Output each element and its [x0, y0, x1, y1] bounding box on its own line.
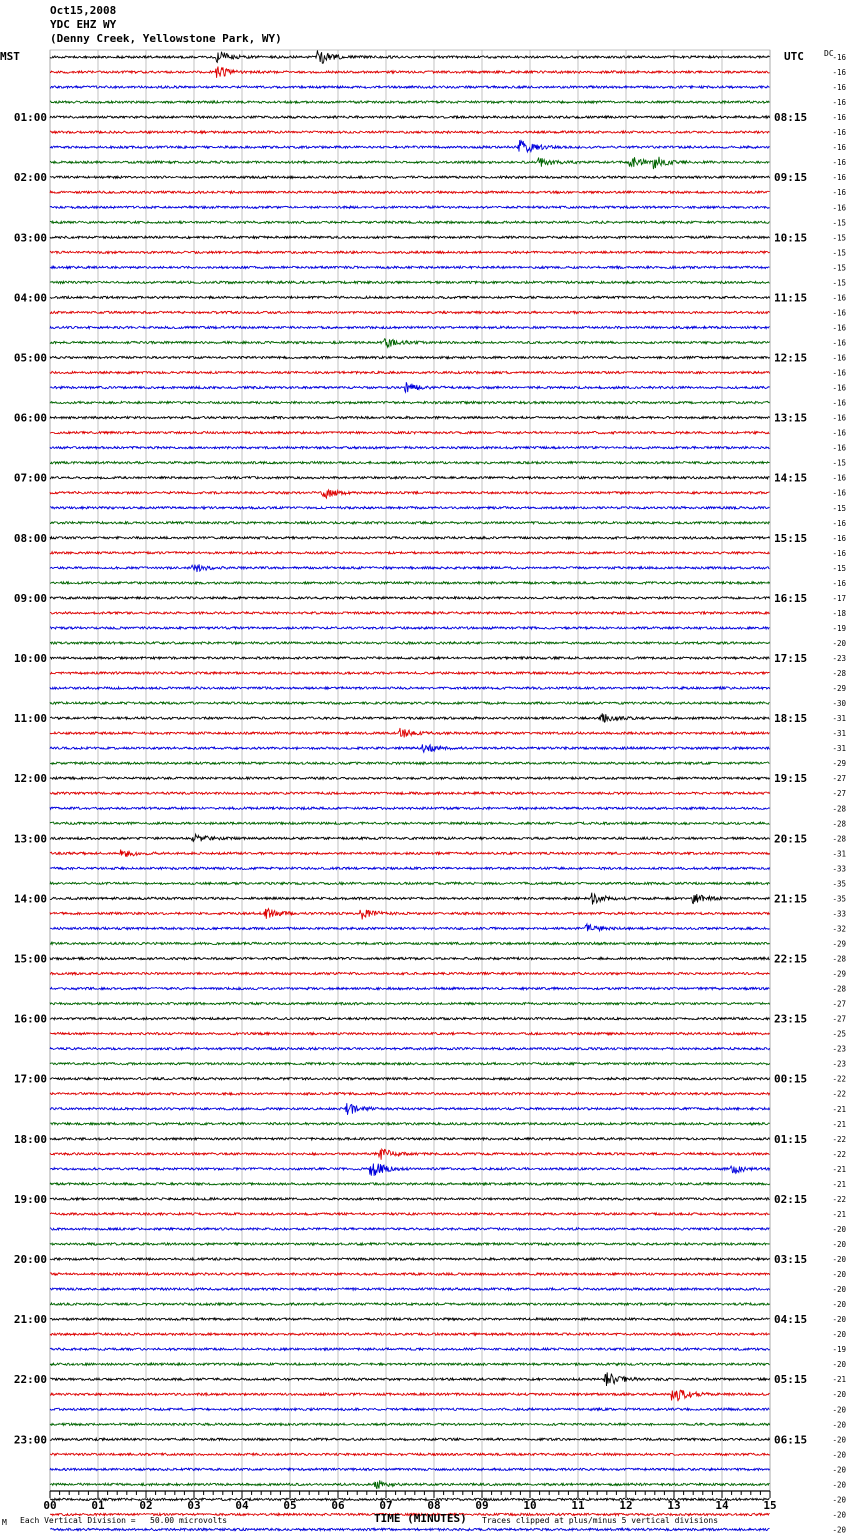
trace-row-28 [50, 477, 770, 479]
trace-row-82 [50, 1288, 770, 1290]
dc-offset-label: -16 [832, 443, 846, 453]
station-code: YDC EHZ WY [50, 18, 117, 31]
x-tick-label: 03 [187, 1499, 201, 1512]
trace-row-83 [50, 1303, 770, 1305]
dc-offset-label: -32 [832, 924, 846, 934]
left-hour-label: 22:00 [13, 1373, 47, 1387]
left-hour-label: 10:00 [13, 652, 47, 665]
right-hour-labels [774, 111, 807, 1446]
x-tick-label: 08 [427, 1499, 441, 1512]
trace-row-87 [50, 1363, 770, 1365]
dc-offset-label: -20 [832, 1465, 846, 1475]
trace-row-52 [50, 834, 770, 841]
trace-row-17 [50, 311, 770, 313]
right-hour-label: 12:15 [774, 351, 808, 365]
trace-row-71 [50, 1123, 770, 1125]
trace-row-27 [50, 462, 770, 464]
trace-row-49 [50, 792, 770, 794]
x-tick-label: 05 [283, 1499, 297, 1512]
dc-offset-label: -20 [832, 1390, 846, 1400]
trace-row-36 [50, 597, 770, 599]
trace-row-18 [50, 326, 770, 328]
dc-offset-label: -15 [832, 248, 846, 258]
dc-offset-label: -21 [832, 1375, 846, 1385]
left-hour-label: 08:00 [13, 531, 47, 545]
trace-row-69 [50, 1093, 770, 1095]
dc-offset-label: -22 [832, 1074, 846, 1084]
trace-row-37 [50, 612, 770, 614]
dc-offset-label: -20 [832, 1330, 846, 1340]
left-hour-label: 20:00 [13, 1253, 47, 1266]
dc-offset-label: -16 [832, 488, 846, 498]
dc-offset-label: -31 [832, 729, 846, 739]
right-hour-label: 21:15 [774, 892, 808, 906]
dc-offset-label: -28 [832, 954, 846, 964]
station-location: (Denny Creek, Yellowstone Park, WY) [50, 32, 282, 45]
dc-offset-label: -35 [832, 894, 846, 904]
trace-row-0 [50, 50, 770, 63]
trace-row-26 [50, 447, 770, 449]
right-hour-label: 10:15 [774, 231, 808, 245]
dc-offset-label: -15 [832, 233, 846, 243]
x-tick-label: 06 [331, 1499, 345, 1512]
dc-offset-label: -20 [832, 1450, 846, 1460]
right-hour-label: 05:15 [774, 1373, 808, 1387]
trace-row-12 [50, 236, 770, 238]
dc-offset-label: -20 [832, 1360, 846, 1370]
left-hour-label: 16:00 [13, 1012, 47, 1026]
dc-offset-label: -31 [832, 744, 846, 754]
x-axis [43, 1491, 776, 1512]
left-hour-label: 06:00 [13, 411, 47, 425]
x-tick-label: 04 [235, 1499, 249, 1512]
trace-row-84 [50, 1318, 770, 1320]
trace-row-24 [50, 417, 770, 419]
x-tick-label: 02 [139, 1499, 153, 1512]
dc-offset-label: -33 [832, 864, 846, 874]
trace-row-13 [50, 251, 770, 253]
x-tick-label: 01 [91, 1499, 105, 1512]
trace-row-43 [50, 702, 770, 704]
right-hour-label: 13:15 [774, 411, 808, 425]
trace-row-53 [50, 850, 770, 858]
trace-row-65 [50, 1033, 770, 1035]
right-hour-label: 14:15 [774, 471, 808, 485]
dc-offset-label: -20 [832, 1495, 846, 1505]
dc-offset-label: -20 [832, 1270, 846, 1280]
dc-offset-label: -25 [832, 1029, 846, 1039]
left-hour-label: 19:00 [13, 1192, 47, 1206]
trace-row-44 [50, 713, 770, 722]
trace-row-98 [50, 1528, 770, 1530]
dc-offset-label: -20 [832, 638, 846, 648]
trace-row-61 [50, 972, 770, 974]
right-hour-label: 23:15 [774, 1012, 808, 1026]
dc-offset-label: -16 [832, 113, 846, 123]
trace-row-29 [50, 490, 770, 498]
dc-offset-label: -20 [832, 1480, 846, 1490]
trace-row-30 [50, 507, 770, 509]
trace-row-86 [50, 1348, 770, 1350]
trace-row-72 [50, 1138, 770, 1140]
dc-offset-label: -23 [832, 1059, 846, 1069]
trace-row-80 [50, 1258, 770, 1260]
trace-row-68 [50, 1078, 770, 1080]
trace-row-64 [50, 1018, 770, 1020]
x-tick-label: 12 [619, 1499, 633, 1512]
dc-offset-label: -19 [832, 623, 846, 633]
dc-offset-label: -20 [832, 1435, 846, 1445]
right-timezone-label: UTC [784, 50, 804, 63]
trace-row-8 [50, 176, 770, 178]
trace-row-42 [50, 687, 770, 689]
right-hour-label: 03:15 [774, 1253, 808, 1266]
x-tick-label: 11 [571, 1499, 585, 1512]
trace-row-1 [50, 67, 770, 78]
trace-row-60 [50, 957, 770, 959]
dc-offset-label: -29 [832, 969, 846, 979]
dc-offset-label: -16 [832, 173, 846, 183]
trace-row-47 [50, 762, 770, 764]
dc-offset-label: -16 [832, 128, 846, 138]
right-hour-label: 02:15 [774, 1192, 808, 1206]
right-hour-label: 08:15 [774, 111, 808, 125]
trace-row-32 [50, 537, 770, 539]
right-hour-label: 16:15 [774, 591, 808, 605]
trace-row-7 [50, 157, 770, 169]
trace-row-67 [50, 1063, 770, 1065]
trace-row-48 [50, 777, 770, 779]
x-axis-title: TIME (MINUTES) [374, 1512, 467, 1525]
dc-offset-label: -28 [832, 804, 846, 814]
right-hour-label: 18:15 [774, 712, 808, 726]
dc-offset-label: -21 [832, 1119, 846, 1129]
trace-row-9 [50, 191, 770, 193]
trace-row-38 [50, 627, 770, 629]
dc-offset-label: -15 [832, 458, 846, 468]
dc-offset-label: -22 [832, 1194, 846, 1204]
dc-offset-label: -20 [832, 1255, 846, 1264]
dc-offset-label: -19 [832, 1345, 846, 1355]
trace-row-11 [50, 221, 770, 223]
dc-offset-label: -27 [832, 999, 846, 1009]
trace-row-56 [50, 893, 770, 905]
trace-row-34 [50, 564, 770, 572]
trace-row-25 [50, 432, 770, 434]
left-hour-label: 07:00 [13, 471, 47, 485]
trace-row-4 [50, 116, 770, 118]
left-hour-label: 13:00 [13, 832, 47, 846]
trace-row-19 [50, 339, 770, 347]
left-hour-label: 21:00 [13, 1313, 47, 1327]
trace-row-23 [50, 401, 770, 403]
left-timezone-label: MST [0, 50, 20, 63]
dc-offset-label: -23 [832, 1044, 846, 1054]
trace-row-10 [50, 206, 770, 208]
trace-row-35 [50, 582, 770, 584]
trace-row-40 [50, 657, 770, 659]
right-hour-label: 19:15 [774, 772, 808, 786]
dc-offset-label: -16 [832, 548, 846, 558]
dc-offset-labels [832, 53, 846, 1534]
dc-offset-label: -16 [832, 578, 846, 588]
trace-row-31 [50, 522, 770, 524]
dc-offset-label: -16 [832, 98, 846, 108]
dc-offset-label: -16 [832, 188, 846, 198]
trace-row-21 [50, 371, 770, 373]
trace-row-89 [50, 1390, 770, 1401]
trace-row-58 [50, 924, 770, 931]
dc-offset-label: -16 [832, 68, 846, 78]
dc-offset-label: -16 [832, 308, 846, 318]
left-hour-label: 18:00 [13, 1132, 47, 1146]
left-hour-label: 15:00 [13, 952, 47, 966]
left-hour-label: 09:00 [13, 591, 47, 605]
trace-row-95 [50, 1480, 770, 1489]
trace-row-93 [50, 1453, 770, 1455]
dc-offset-label: -16 [832, 158, 846, 168]
seismic-traces [50, 50, 770, 1534]
dc-offset-label: -16 [832, 518, 846, 528]
dc-offset-label: -29 [832, 684, 846, 694]
x-tick-label: 10 [523, 1499, 537, 1512]
dc-offset-label: -22 [832, 1149, 846, 1159]
dc-offset-label: -20 [832, 1420, 846, 1430]
trace-row-3 [50, 101, 770, 103]
dc-offset-label: -20 [832, 1405, 846, 1415]
right-hour-label: 20:15 [774, 832, 808, 846]
right-hour-label: 17:15 [774, 652, 808, 665]
trace-row-96 [50, 1498, 770, 1500]
dc-offset-label: -22 [832, 1089, 846, 1099]
dc-offset-label: -28 [832, 984, 846, 994]
left-hour-label: 23:00 [13, 1433, 47, 1447]
trace-row-15 [50, 281, 770, 283]
dc-offset-label: -16 [832, 143, 846, 153]
left-hour-label: 03:00 [13, 231, 47, 245]
dc-offset-label: -21 [832, 1179, 846, 1189]
trace-row-51 [50, 822, 770, 824]
dc-offset-label: -16 [832, 473, 846, 483]
dc-offset-label: -22 [832, 1134, 846, 1144]
trace-row-22 [50, 382, 770, 392]
plot-date: Oct15,2008 [50, 4, 117, 17]
dc-offset-label: -15 [832, 278, 846, 288]
dc-offset-label: -20 [832, 1315, 846, 1325]
trace-row-77 [50, 1213, 770, 1215]
x-tick-label: 00 [43, 1499, 57, 1512]
trace-row-70 [50, 1103, 770, 1115]
corner-mark: M [2, 1518, 7, 1527]
dc-offset-label: -31 [832, 849, 846, 859]
dc-offset-label: -18 [832, 608, 846, 618]
dc-offset-label: -31 [832, 714, 846, 724]
dc-offset-label: -29 [832, 939, 846, 949]
dc-offset-label: -16 [832, 368, 846, 378]
dc-offset-label: -16 [832, 323, 846, 333]
trace-row-78 [50, 1228, 770, 1230]
trace-row-5 [50, 131, 770, 133]
trace-row-33 [50, 552, 770, 554]
trace-row-16 [50, 296, 770, 298]
clip-note: Traces clipped at plus/minus 5 vertical divisions [482, 1516, 719, 1525]
dc-offset-label: -23 [832, 654, 846, 663]
left-hour-label: 11:00 [13, 712, 47, 726]
right-hour-label: 00:15 [774, 1072, 808, 1086]
dc-offset-label: -15 [832, 503, 846, 513]
dc-offset-label: -16 [832, 398, 846, 408]
trace-row-6 [50, 140, 770, 152]
dc-offset-label: -16 [832, 533, 846, 543]
trace-row-90 [50, 1408, 770, 1410]
right-hour-label: 22:15 [774, 952, 808, 966]
trace-row-59 [50, 942, 770, 944]
dc-offset-label: -28 [832, 834, 846, 844]
trace-row-79 [50, 1243, 770, 1245]
dc-offset-label: -17 [832, 593, 846, 603]
dc-offset-label: -35 [832, 879, 846, 889]
dc-offset-label: -15 [832, 563, 846, 573]
dc-offset-label: -29 [832, 759, 846, 769]
left-hour-label: 17:00 [13, 1072, 47, 1086]
dc-offset-label: -16 [832, 413, 846, 423]
trace-row-20 [50, 356, 770, 358]
dc-offset-label: -20 [832, 1300, 846, 1310]
x-tick-label: 09 [475, 1499, 489, 1512]
dc-offset-label: -15 [832, 218, 846, 228]
left-hour-label: 14:00 [13, 892, 47, 906]
x-tick-label: 15 [763, 1499, 777, 1512]
right-hour-label: 06:15 [774, 1433, 808, 1447]
dc-offset-label: -20 [832, 1510, 846, 1520]
x-tick-label: 14 [715, 1499, 729, 1512]
trace-row-92 [50, 1438, 770, 1440]
trace-row-75 [50, 1183, 770, 1185]
left-hour-label: 05:00 [13, 351, 47, 365]
trace-row-41 [50, 672, 770, 674]
dc-offset-label: -16 [832, 203, 846, 213]
right-hour-label: 11:15 [774, 291, 808, 305]
dc-offset-label: -21 [832, 1164, 846, 1174]
trace-row-57 [50, 909, 770, 920]
dc-offset-label: -27 [832, 1014, 846, 1024]
trace-row-76 [50, 1198, 770, 1200]
dc-offset-label: -27 [832, 774, 846, 784]
dc-offset-label: -20 [832, 1239, 846, 1249]
right-hour-label: 04:15 [774, 1313, 808, 1327]
dc-offset-header: DC [824, 49, 834, 58]
dc-offset-label: -16 [832, 53, 846, 62]
x-tick-label: 07 [379, 1499, 393, 1512]
right-hour-label: 15:15 [774, 531, 808, 545]
left-hour-label: 12:00 [13, 772, 47, 786]
trace-row-94 [50, 1468, 770, 1470]
trace-row-66 [50, 1048, 770, 1050]
dc-offset-label: -21 [832, 1209, 846, 1219]
scale-note: Each Vertical Division = 50.00 microvolts [20, 1516, 228, 1525]
left-hour-labels [14, 111, 47, 1446]
left-hour-label: 01:00 [13, 111, 47, 125]
dc-offset-label: -20 [832, 1285, 846, 1295]
dc-offset-label: -16 [832, 338, 846, 348]
dc-offset-label: -28 [832, 819, 846, 829]
trace-row-63 [50, 1002, 770, 1004]
trace-row-46 [50, 744, 770, 752]
dc-offset-label: -16 [832, 428, 846, 438]
dc-offset-label: -28 [832, 669, 846, 679]
dc-offset-label: -16 [832, 353, 846, 363]
dc-offset-label: -16 [832, 293, 846, 303]
dc-offset-label: -16 [832, 383, 846, 393]
trace-row-81 [50, 1273, 770, 1275]
trace-row-62 [50, 987, 770, 989]
trace-row-55 [50, 882, 770, 884]
trace-row-74 [50, 1164, 770, 1176]
trace-row-50 [50, 807, 770, 809]
trace-row-14 [50, 266, 770, 268]
dc-offset-label: -33 [832, 909, 846, 919]
dc-offset-label: -27 [832, 789, 846, 799]
trace-row-45 [50, 728, 770, 738]
dc-offset-label: -30 [832, 699, 846, 709]
trace-row-91 [50, 1423, 770, 1425]
x-tick-label: 13 [667, 1499, 681, 1512]
trace-row-73 [50, 1149, 770, 1160]
trace-row-2 [50, 86, 770, 88]
trace-row-85 [50, 1333, 770, 1335]
dc-offset-label: -15 [832, 263, 846, 273]
right-hour-label: 09:15 [774, 171, 808, 185]
trace-row-39 [50, 642, 770, 644]
trace-row-88 [50, 1372, 770, 1386]
dc-offset-label: -16 [832, 83, 846, 93]
left-hour-label: 02:00 [13, 171, 47, 185]
left-hour-label: 04:00 [13, 291, 47, 305]
right-hour-label: 01:15 [774, 1132, 808, 1146]
dc-offset-label: -20 [832, 1224, 846, 1234]
dc-offset-label: -21 [832, 1104, 846, 1114]
trace-row-54 [50, 867, 770, 869]
dc-offset-label: -20 [832, 1525, 846, 1534]
